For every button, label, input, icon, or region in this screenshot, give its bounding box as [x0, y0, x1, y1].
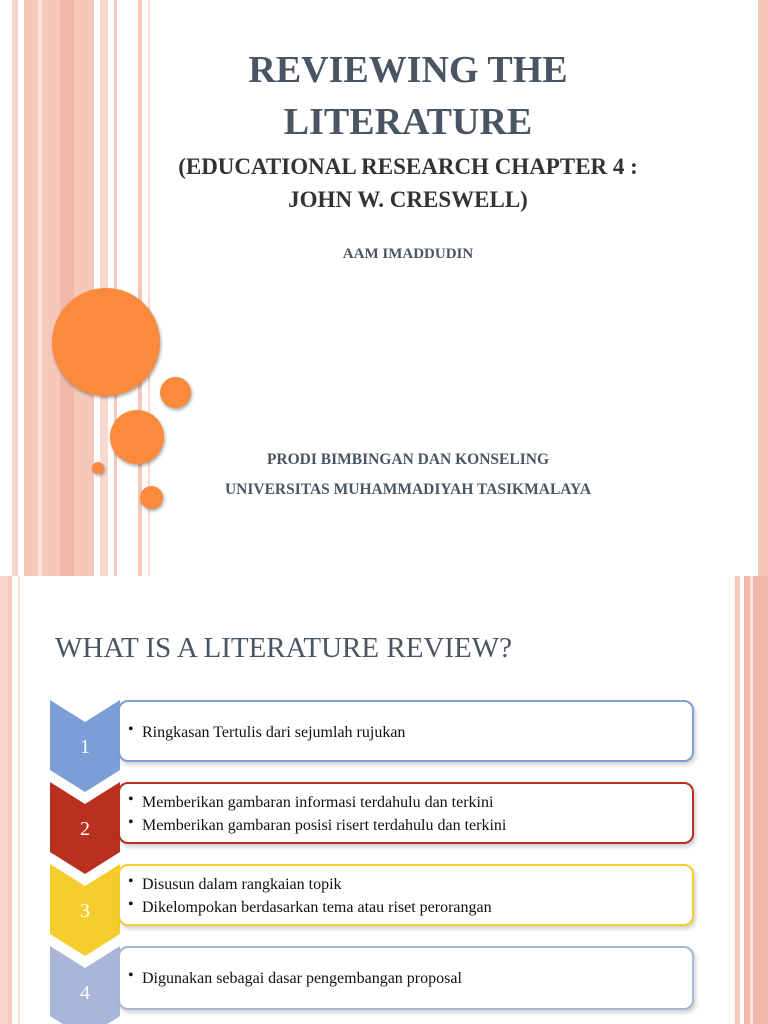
step-number: 1	[80, 736, 90, 758]
list-item	[50, 700, 694, 764]
step-box	[118, 782, 694, 844]
slide-subtitle-line: (EDUCATIONAL RESEARCH CHAPTER 4 :	[178, 154, 638, 179]
institution-program: PRODI BIMBINGAN DAN KONSELING	[266, 451, 550, 468]
step-number: 3	[80, 900, 90, 922]
bullet-text: • Dikelompokan berdasarkan tema atau riset perorangan	[142, 896, 692, 919]
decorative-circle	[160, 377, 191, 408]
decorative-band	[735, 576, 740, 1024]
content-slide	[0, 576, 768, 1024]
decorative-band	[758, 0, 768, 576]
decorative-circle	[52, 288, 160, 396]
list-item	[50, 782, 694, 846]
step-number: 2	[80, 818, 90, 840]
decorative-band	[12, 0, 18, 576]
bullet-text: • Disusun dalam rangkaian topik	[142, 873, 692, 896]
slide-title-line: LITERATURE	[283, 101, 533, 143]
slide-title: WHAT IS A LITERATURE REVIEW?	[55, 632, 512, 664]
slide-title-line: REVIEWING THE	[248, 49, 568, 91]
author-name: AAM IMADDUDIN	[342, 246, 474, 262]
bullet-text: • Memberikan gambaran posisi risert terdahulu dan terkini	[142, 814, 692, 837]
step-number: 4	[80, 982, 90, 1004]
step-box	[118, 700, 694, 762]
decorative-band	[744, 576, 768, 1024]
decorative-band	[750, 576, 753, 1024]
decorative-band	[18, 576, 20, 1024]
step-box	[118, 864, 694, 926]
bullet-text: • Digunakan sebagai dasar pengembangan proposal	[142, 967, 692, 990]
slide-subtitle-line: JOHN W. CRESWELL)	[288, 187, 528, 212]
bullet-text: • Memberikan gambaran informasi terdahulu dan terkini	[142, 791, 692, 814]
slide-subtitle	[100, 150, 716, 216]
decorative-band	[60, 0, 74, 576]
list-item	[50, 946, 694, 1010]
decorative-band	[24, 0, 94, 576]
list-item	[50, 864, 694, 928]
bullet-text: • Ringkasan Tertulis dari sejumlah rujukan	[142, 721, 692, 744]
step-box	[118, 946, 694, 1010]
decorative-band	[8, 576, 12, 1024]
institution-university: UNIVERSITAS MUHAMMADIYAH TASIKMALAYA	[224, 481, 592, 498]
decorative-band	[0, 576, 8, 1024]
slide-title	[100, 44, 716, 148]
decorative-band	[38, 0, 42, 576]
